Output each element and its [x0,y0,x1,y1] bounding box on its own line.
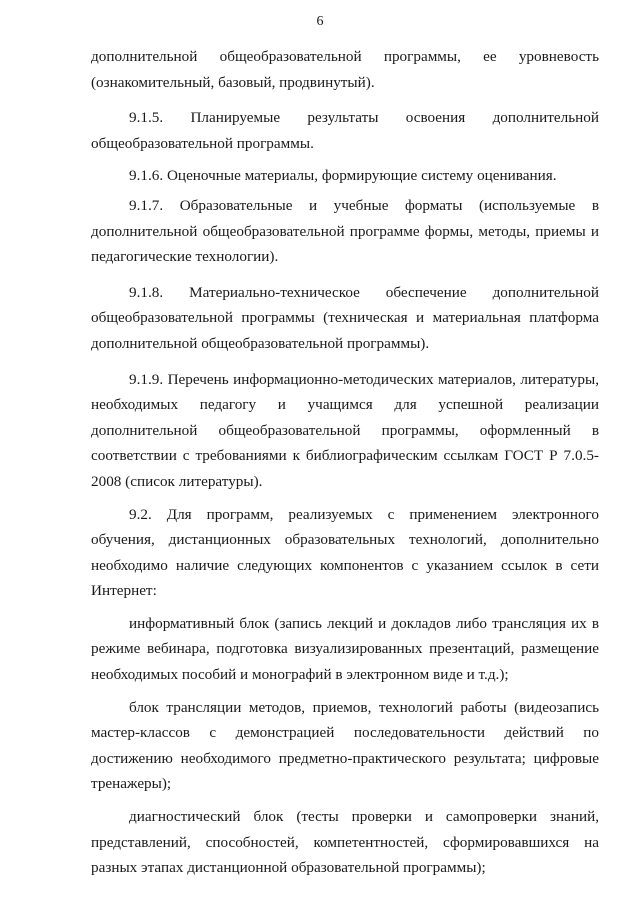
paragraph-9-1-6: 9.1.6. Оценочные материалы, формирующие систему оценивания. [129,167,557,185]
page-number: 6 [316,14,324,29]
paragraph-9-2: 9.2. Для программ, реализуемых с применением электронного обучения, дистанционных образовательных технологий, дополнительно необходимо наличие следующих компонентов с указанием ссылок в сети Интернет: [91,505,599,600]
paragraph-methods-block: блок трансляции методов, приемов, технологий работы (видеозапись мастер-классов с демонстрацией последовательности действий по достижению необходимого предметно-практического результата; цифровые тренажеры); [91,698,599,793]
document-body [91,44,599,881]
paragraph-continuation: дополнительной общеобразовательной программы, ее уровневость (ознакомительный, базовый, продвинутый). [91,48,599,91]
paragraph-9-1-9: 9.1.9. Перечень информационно-методических материалов, литературы, необходимых педагогу и учащимся для успешной реализации дополнительной общеобразовательной программы, оформленный в соответствии с требованиями к библиографическим ссылкам ГОСТ Р 7.0.5-2008 (список литературы). [91,370,599,490]
paragraph-9-1-7: 9.1.7. Образовательные и учебные форматы (используемые в дополнительной общеобразовательной программе формы, методы, приемы и педагогические технологии). [91,196,599,266]
paragraph-diagnostic-block: диагностический блок (тесты проверки и самопроверки знаний, представлений, способностей, компетентностей, сформировавшихся на разных этапах дистанционной образовательной программы); [91,808,599,877]
paragraph-info-block: информативный блок (запись лекций и докладов либо трансляция их в режиме вебинара, подготовка визуализированных презентаций, размещение необходимых пособий и монографий в электронном виде и т.д.); [91,614,599,684]
paragraph-9-1-5: 9.1.5. Планируемые результаты освоения дополнительной общеобразовательной программы. [91,109,599,152]
paragraph-9-1-8: 9.1.8. Материально-техническое обеспечение дополнительной общеобразовательной программы (техническая и материальная платформа дополнительной общеобразовательной программы). [91,283,599,352]
